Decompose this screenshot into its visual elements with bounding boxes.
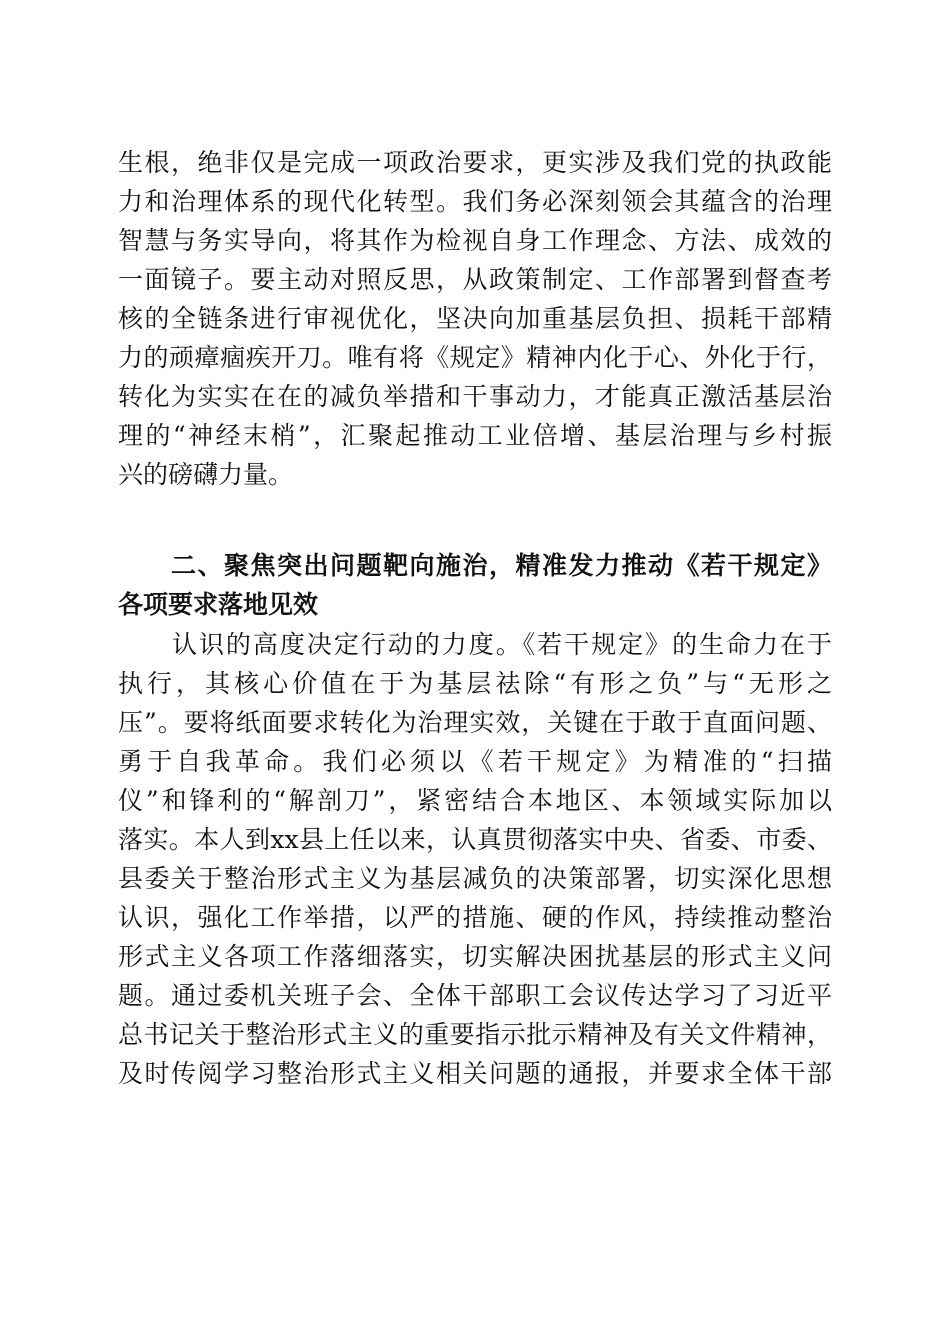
- paragraph-line: 生根，绝非仅是完成一项政治要求，更实涉及我们党的执政能: [118, 148, 832, 177]
- paragraph-line: 县委关于整治形式主义为基层减负的决策部署，切实深化思想: [118, 864, 832, 893]
- paragraph-line: 总书记关于整治形式主义的重要指示批示精神及有关文件精神，: [118, 1020, 832, 1049]
- heading-line: 二、聚焦突出问题靶向施治，精准发力推动《若干规定》: [118, 551, 832, 580]
- paragraph-line: 力的顽瘴痼疾开刀。唯有将《规定》精神内化于心、外化于行，: [118, 343, 832, 372]
- paragraph-line: 核的全链条进行审视优化，坚决向加重基层负担、损耗干部精: [118, 304, 832, 333]
- paragraph-line: 兴的磅礴力量。: [118, 460, 294, 489]
- paragraph-line: 落实。本人到xx县上任以来，认真贯彻落实中央、省委、市委、: [118, 825, 832, 854]
- paragraph-line: 题。通过委机关班子会、全体干部职工会议传达学习了习近平: [118, 981, 832, 1010]
- paragraph-line: 转化为实实在在的减负举措和干事动力，才能真正激活基层治: [118, 382, 832, 411]
- paragraph-line: 形式主义各项工作落细落实，切实解决困扰基层的形式主义问: [118, 942, 832, 971]
- paragraph-line: 认识的高度决定行动的力度。《若干规定》的生命力在于: [118, 630, 832, 659]
- paragraph-line: 压”。要将纸面要求转化为治理实效，关键在于敢于直面问题、: [118, 708, 832, 737]
- paragraph-line: 仪”和锋利的“解剖刀”，紧密结合本地区、本领域实际加以: [118, 786, 832, 815]
- paragraph-line: 理的“神经末梢”，汇聚起推动工业倍增、基层治理与乡村振: [118, 421, 832, 450]
- heading-line: 各项要求落地见效: [118, 590, 319, 619]
- paragraph-line: 一面镜子。要主动对照反思，从政策制定、工作部署到督查考: [118, 265, 832, 294]
- paragraph-2: [118, 625, 832, 1093]
- paragraph-1: [118, 143, 832, 494]
- paragraph-line: 及时传阅学习整治形式主义相关问题的通报，并要求全体干部: [118, 1059, 832, 1088]
- paragraph-line: 认识，强化工作举措，以严的措施、硬的作风，持续推动整治: [118, 903, 832, 932]
- section-heading-2: [118, 546, 832, 624]
- paragraph-line: 智慧与务实导向，将其作为检视自身工作理念、方法、成效的: [118, 226, 832, 255]
- paragraph-line: 力和治理体系的现代化转型。我们务必深刻领会其蕴含的治理: [118, 187, 832, 216]
- paragraph-line: 执行，其核心价值在于为基层祛除“有形之负”与“无形之: [118, 669, 832, 698]
- paragraph-line: 勇于自我革命。我们必须以《若干规定》为精准的“扫描: [118, 747, 832, 776]
